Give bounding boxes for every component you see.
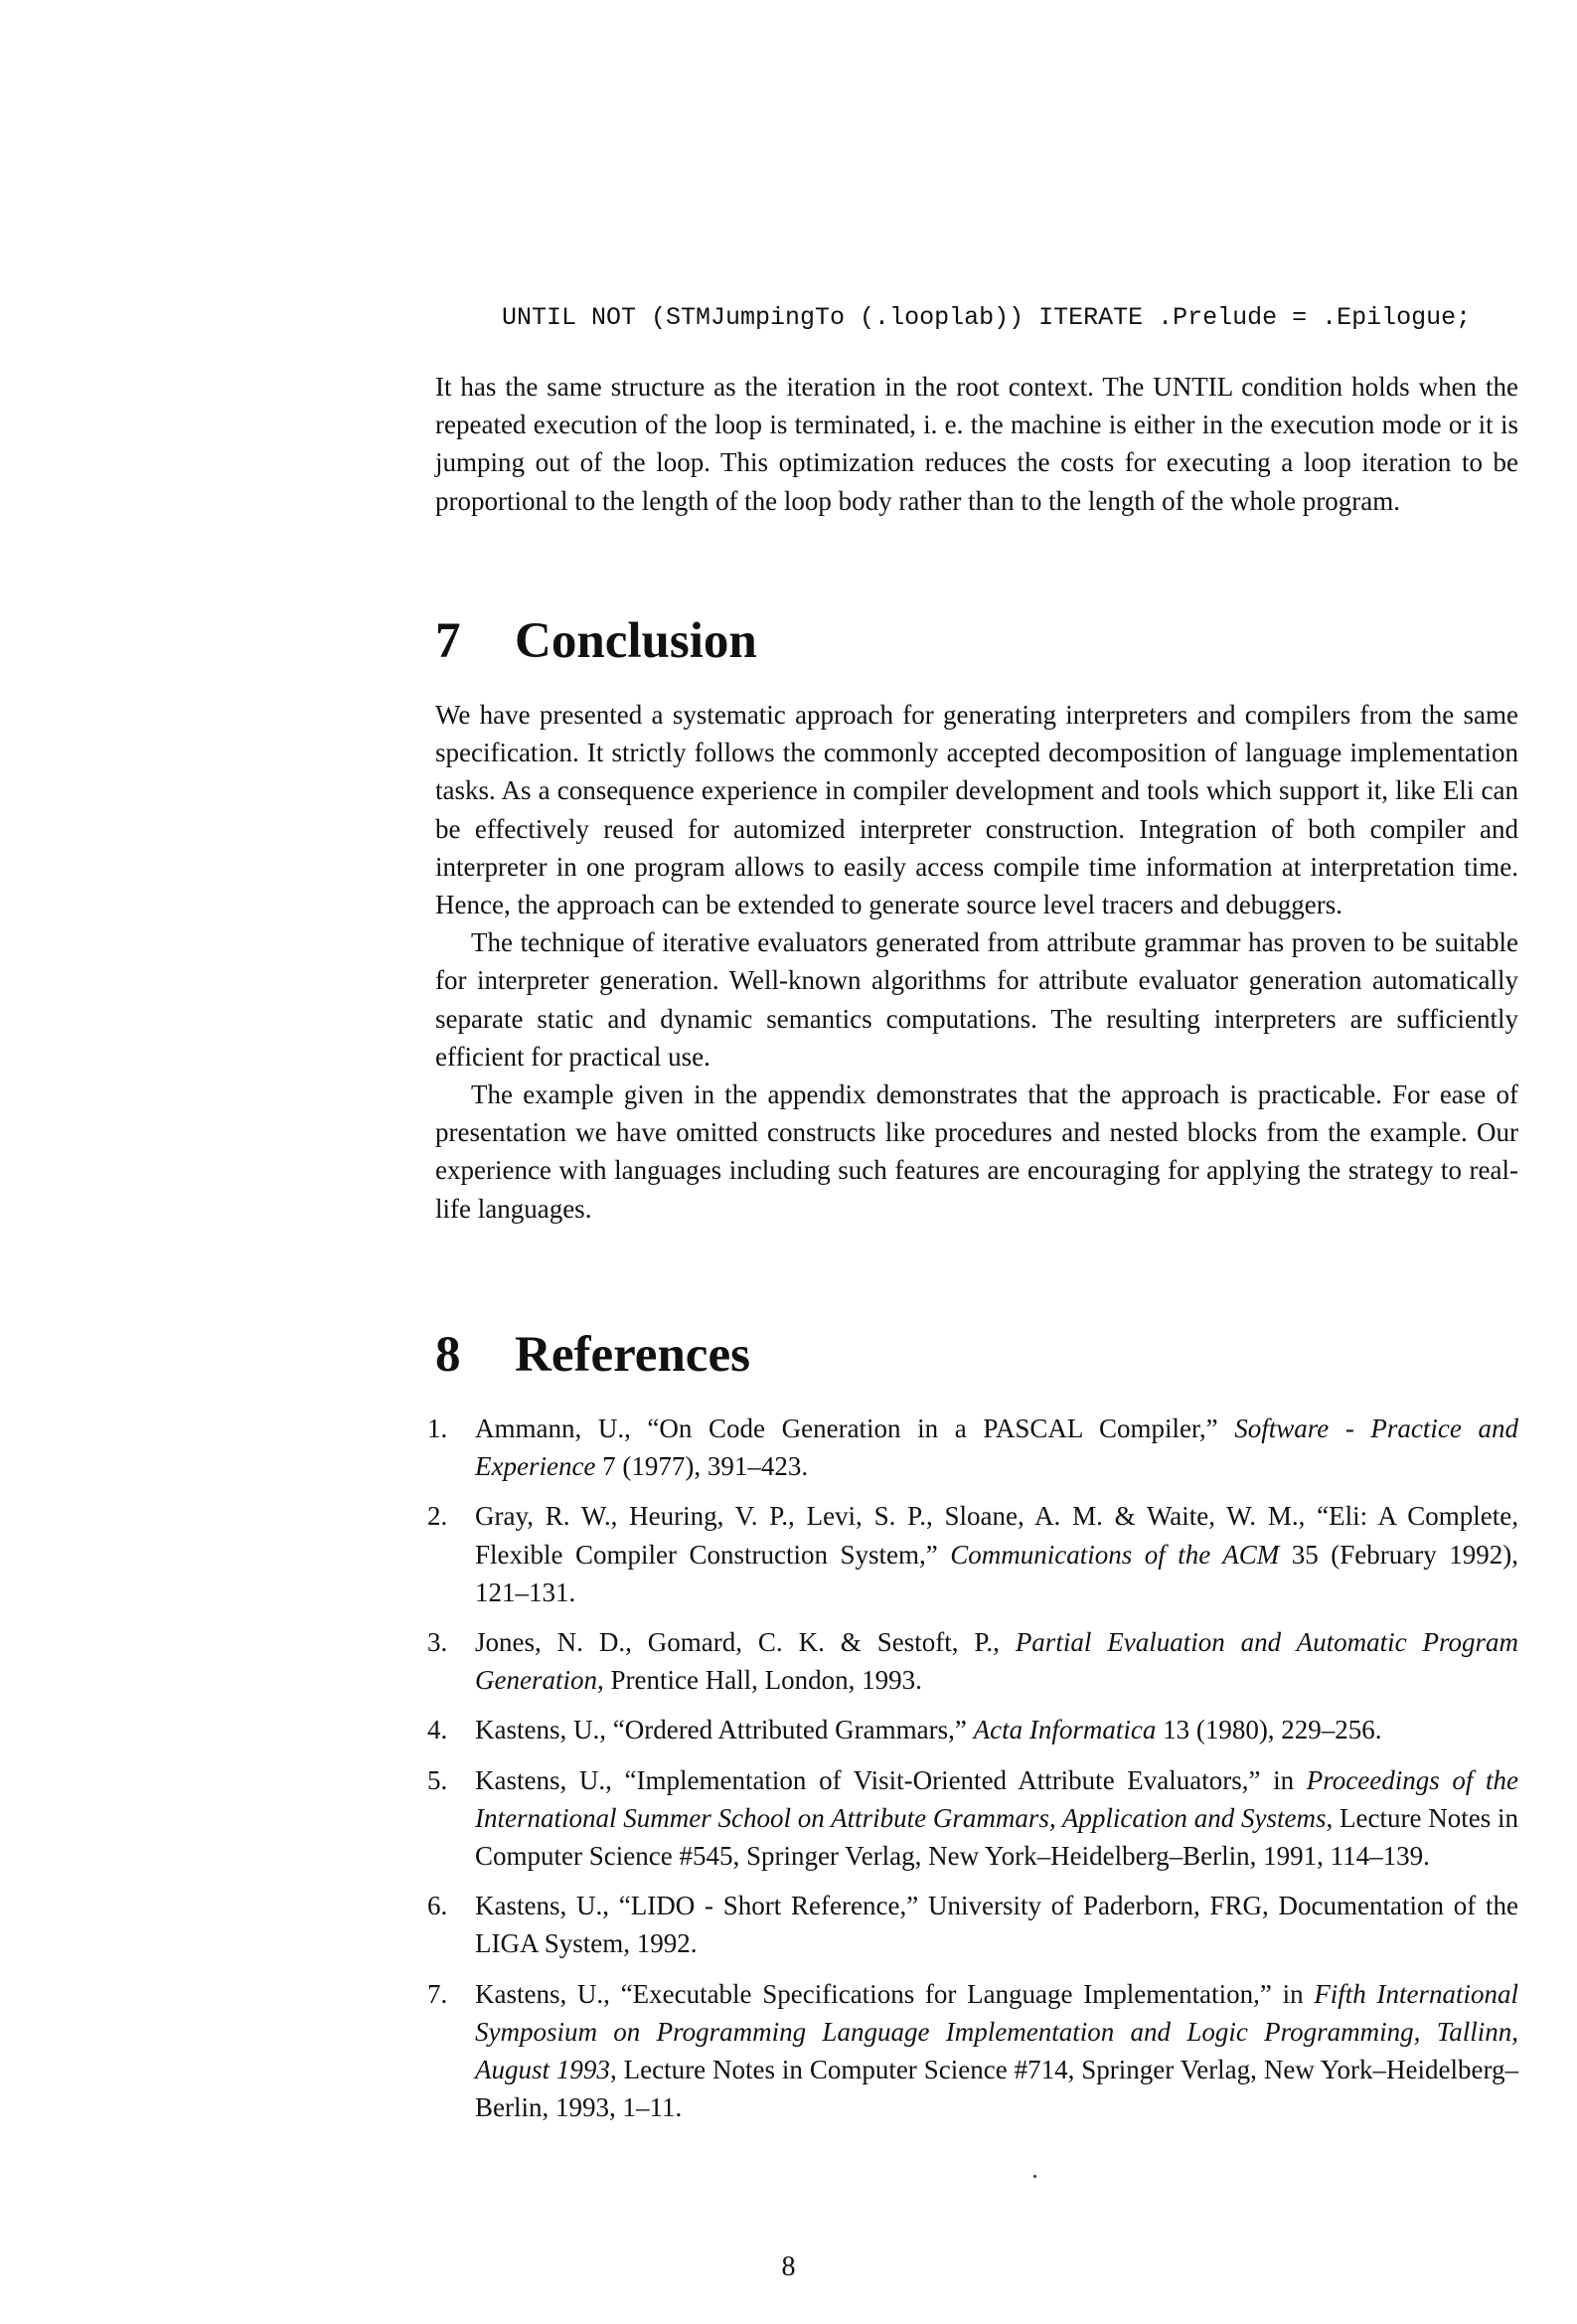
reference-list (427, 1410, 1518, 2138)
reference-text: 13 (1980), 229–256. (1156, 1715, 1382, 1745)
reference-text: Kastens, U., “Executable Specifications for Language Implementation,” in (475, 1978, 1315, 2009)
paragraph: The technique of iterative evaluators generated from attribute grammar has proven to be suitable for interpreter generation. Well-known algorithms for attribute evaluator generation automatically separate static and dynamic semantics computations. The resulting interpreters are sufficiently efficient for practical use. (435, 927, 1518, 1072)
code-line: UNTIL NOT (STMJumpingTo (.looplab)) ITERATE .Prelude = .Epilogue; (502, 303, 1472, 332)
reference-text: , Lecture Notes in Computer Science #545, Springer Verlag, New York–Heidelberg–Berlin, 1991, 114–139. (475, 1802, 1518, 1872)
reference-text: Ammann, U., “On Code Generation in a PASCAL Compiler,” (475, 1413, 1235, 1443)
section-heading-references (435, 1325, 750, 1385)
reference-text: Kastens, U., “Ordered Attributed Grammars,” (475, 1715, 974, 1745)
reference-item (427, 1761, 1518, 1876)
reference-italic: Software - Practice and Experience (475, 1413, 1518, 1482)
reference-item (427, 1497, 1518, 1611)
reference-italic: Acta Informatica (973, 1715, 1157, 1745)
section-title: References (515, 1327, 750, 1383)
reference-italic: Partial Evaluation and Automatic Program Generation (475, 1627, 1518, 1696)
reference-italic: Communications of the ACM (950, 1539, 1280, 1570)
reference-text: Jones, N. D., Gomard, C. K. & Sestoft, P., (475, 1627, 1016, 1658)
reference-number: 6. (427, 1891, 448, 1921)
conclusion-body (435, 696, 1518, 1228)
section-title: Conclusion (515, 613, 757, 669)
reference-text: , Lecture Notes in Computer Science #714, Springer Verlag, New York–Heidelberg–Berlin, 1993, 1–11. (475, 2055, 1518, 2123)
paragraph: We have presented a systematic approach for generating interpreters and compilers from the same specification. It strictly follows the commonly accepted decomposition of language implementation tasks. As a consequence experience in compiler development and tools which support it, like Eli can be effectively reused for automized interpreter construction. Integration of both compiler and interpreter in one program allows to easily access compile time information at interpretation time. Hence, the approach can be extended to generate source level tracers and debuggers. (435, 700, 1518, 920)
reference-text: Kastens, U., “Implementation of Visit-Oriented Attribute Evaluators,” in (475, 1764, 1307, 1795)
continuation-paragraph (435, 368, 1518, 520)
reference-number: 2. (427, 1501, 448, 1532)
reference-text: , Prentice Hall, London, 1993. (596, 1665, 922, 1696)
reference-number: 1. (427, 1413, 448, 1443)
reference-item (427, 1887, 1518, 1962)
reference-item (427, 1975, 1518, 2127)
section-number: 8 (435, 1327, 461, 1383)
reference-number: 3. (427, 1627, 448, 1658)
reference-number: 5. (427, 1764, 448, 1795)
section-number: 7 (435, 613, 461, 669)
reference-text: Kastens, U., “LIDO - Short Reference,” University of Paderborn, FRG, Documentation of the LIGA System, 1992. (475, 1891, 1518, 1959)
reference-text: 35 (February 1992), 121–131. (475, 1539, 1519, 1607)
scan-speck (1033, 2175, 1036, 2178)
reference-text: 7 (1977), 391–423. (595, 1451, 809, 1482)
reference-italic: Fifth International Symposium on Programming Language Implementation and Logic Programming, Tallinn, August 1993 (475, 1978, 1518, 2085)
reference-number: 4. (427, 1715, 448, 1745)
paragraph: It has the same structure as the iteration in the root context. The UNTIL condition holds when the repeated execution of the loop is terminated, i. e. the machine is either in the execution mode or it is jumping out of the loop. This optimization reduces the costs for executing a loop iteration to be proportional to the length of the loop body rather than to the length of the whole program. (435, 372, 1518, 516)
page-number: 8 (781, 2251, 796, 2282)
reference-item (427, 1623, 1518, 1699)
section-heading-conclusion (435, 611, 757, 671)
reference-item (427, 1711, 1518, 1748)
reference-italic: Proceedings of the International Summer School on Attribute Grammars, Application and Systems (475, 1764, 1518, 1833)
reference-item (427, 1410, 1518, 1485)
reference-text: Gray, R. W., Heuring, V. P., Levi, S. P., Sloane, A. M. & Waite, W. M., “Eli: A Complete, Flexible Compiler Construction System,” (475, 1501, 1518, 1570)
paragraph: The example given in the appendix demonstrates that the approach is practicable. For ease of presentation we have omitted constructs like procedures and nested blocks from the example. Our experience with languages including such features are encouraging for applying the strategy to real-life languages. (435, 1079, 1518, 1224)
reference-number: 7. (427, 1978, 448, 2009)
